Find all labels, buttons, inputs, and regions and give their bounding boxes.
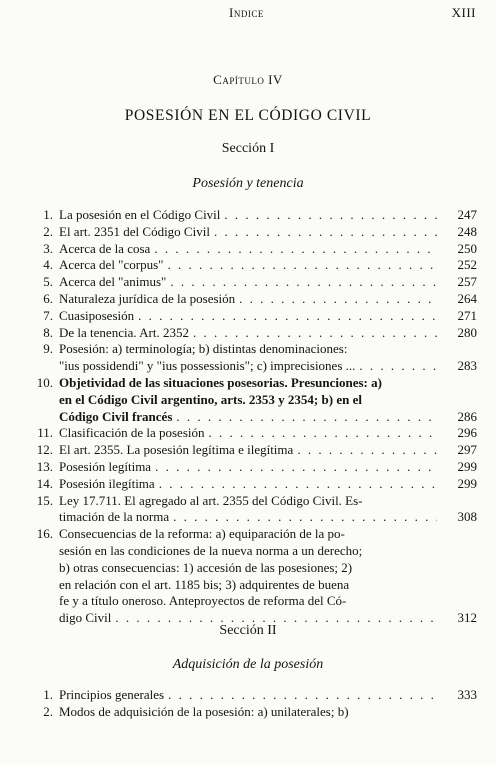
toc-entry-text: "ius possidendi" y "ius possessionis"; c) imprecisiones ... <box>59 358 356 374</box>
leader-dots <box>176 409 437 426</box>
toc-entry-number: 16. <box>36 526 53 542</box>
toc-entry <box>24 442 477 459</box>
toc-entry-page: 296 <box>457 425 477 441</box>
toc-entry <box>24 308 477 325</box>
toc-entry-text: Acerca de la cosa <box>59 240 151 256</box>
toc-entry <box>24 341 477 375</box>
chapter-title: POSESIÓN EN EL CÓDIGO CIVIL <box>124 107 372 124</box>
toc-entry-number: 6. <box>43 290 53 306</box>
toc-entry-page: 299 <box>457 475 477 491</box>
toc-entry <box>24 526 477 627</box>
toc-entry-text: El art. 2355. La posesión legítima e ilegítima <box>59 442 294 458</box>
leader-dots <box>159 476 437 493</box>
toc-entry-text: en el Código Civil argentino, arts. 2353 y 2354; b) en el <box>59 391 362 407</box>
toc-entry-number: 9. <box>43 341 53 357</box>
toc-entry-text: La posesión en el Código Civil <box>59 207 221 222</box>
toc-entry <box>24 257 477 274</box>
toc-entry-text: Clasificación de la posesión <box>59 425 205 441</box>
toc-entry <box>24 375 477 425</box>
leader-dots <box>193 325 437 342</box>
leader-dots <box>359 358 437 375</box>
leader-dots <box>167 257 437 274</box>
toc-entry <box>24 425 477 442</box>
toc-entry <box>24 291 477 308</box>
toc-entry-page: 308 <box>457 509 477 525</box>
toc-entry-text: De la tenencia. Art. 2352 <box>59 324 189 340</box>
toc-entry-text: Posesión legítima <box>59 458 152 474</box>
section-2-subtitle: Adquisición de la posesión <box>172 657 324 672</box>
toc-list-section-2 <box>24 687 477 721</box>
toc-entry-number: 5. <box>43 274 53 290</box>
toc-entry-text: sesión en las condiciones de la nueva norma a un derecho; <box>59 542 363 558</box>
toc-entry-number: 1. <box>43 687 53 702</box>
toc-entry-text: Código Civil francés <box>59 408 173 424</box>
leader-dots <box>170 274 437 291</box>
toc-entry <box>24 687 477 704</box>
toc-entry-text: Modos de adquisición de la posesión: a) unilaterales; b) <box>59 703 349 719</box>
toc-entry-text: Objetividad de las situaciones posesorias. Presunciones: a) <box>59 374 382 390</box>
toc-entry <box>24 704 477 721</box>
section-1-title: Sección I <box>221 141 275 156</box>
toc-entry-page: 250 <box>457 240 477 256</box>
toc-entry-text: timación de la norma <box>59 509 170 525</box>
toc-entry <box>24 459 477 476</box>
leader-dots <box>224 207 437 224</box>
toc-entry <box>24 241 477 258</box>
toc-entry-page: 247 <box>457 207 477 222</box>
toc-entry-text: El art. 2351 del Código Civil <box>59 223 210 239</box>
leader-dots <box>138 308 437 325</box>
toc-entry-number: 2. <box>43 223 53 239</box>
toc-entry <box>24 224 477 241</box>
leader-dots <box>154 241 437 258</box>
toc-entry-number: 12. <box>36 442 53 458</box>
toc-entry-page: 252 <box>457 257 477 273</box>
toc-entry-page: 257 <box>457 274 477 290</box>
toc-entry <box>24 476 477 493</box>
toc-entry <box>24 207 477 224</box>
leader-dots <box>155 459 437 476</box>
section-1-subtitle: Posesión y tenencia <box>192 176 304 191</box>
toc-entry-text: Principios generales <box>59 687 165 702</box>
section-2-title: Sección II <box>219 623 277 638</box>
toc-entry-number: 14. <box>36 475 53 491</box>
toc-entry-page: 271 <box>457 307 477 323</box>
toc-entry-text: b) otras consecuencias: 1) accesión de las posesiones; 2) <box>59 559 353 575</box>
running-header-page-number: XIII <box>451 5 476 20</box>
leader-dots <box>297 442 437 459</box>
running-header-title: Indice <box>229 5 264 20</box>
leader-dots <box>173 509 437 526</box>
leader-dots <box>168 687 437 704</box>
toc-entry <box>24 274 477 291</box>
toc-entry-page: 299 <box>457 458 477 474</box>
toc-entry-number: 1. <box>43 207 53 222</box>
toc-entry-text: Cuasiposesión <box>59 307 135 323</box>
toc-entry-number: 10. <box>36 374 53 390</box>
toc-entry-page: 297 <box>457 442 477 458</box>
toc-entry-text: digo Civil <box>59 610 112 626</box>
toc-entry-number: 13. <box>36 458 53 474</box>
toc-entry-text: en relación con el art. 1185 bis; 3) adquirentes de buena <box>59 576 350 592</box>
toc-list-section-1 <box>24 207 477 627</box>
leader-dots <box>239 291 437 308</box>
toc-entry-number: 8. <box>43 324 53 340</box>
toc-entry-number: 3. <box>43 240 53 256</box>
toc-entry-text: Posesión ilegítima <box>59 475 155 491</box>
toc-entry-page: 283 <box>457 358 477 374</box>
toc-entry-page: 333 <box>457 687 477 702</box>
toc-entry-page: 280 <box>457 324 477 340</box>
toc-entry-text: Posesión: a) terminología; b) distintas denominaciones: <box>59 341 348 357</box>
toc-entry <box>24 325 477 342</box>
chapter-label: Capítulo IV <box>213 72 283 87</box>
toc-entry-number: 7. <box>43 307 53 323</box>
toc-entry-page: 312 <box>457 610 477 626</box>
toc-entry-text: fe y a título oneroso. Anteproyectos de reforma del Có- <box>59 593 347 609</box>
toc-entry-number: 4. <box>43 257 53 273</box>
toc-entry-text: Consecuencias de la reforma: a) equiparación de la po- <box>59 526 345 542</box>
toc-entry-text: Acerca del "animus" <box>59 274 167 290</box>
toc-entry-page: 248 <box>457 223 477 239</box>
toc-entry <box>24 493 477 527</box>
toc-entry-page: 286 <box>457 408 477 424</box>
toc-entry-text: Naturaleza jurídica de la posesión <box>59 290 236 306</box>
toc-entry-number: 2. <box>43 703 53 719</box>
leader-dots <box>214 224 437 241</box>
toc-entry-number: 15. <box>36 492 53 508</box>
toc-entry-number: 11. <box>37 425 53 441</box>
toc-entry-text: Ley 17.711. El agregado al art. 2355 del Código Civil. Es- <box>59 492 363 508</box>
toc-entry-page: 264 <box>457 290 477 306</box>
toc-entry-text: Acerca del "corpus" <box>59 257 164 273</box>
leader-dots <box>209 425 438 442</box>
